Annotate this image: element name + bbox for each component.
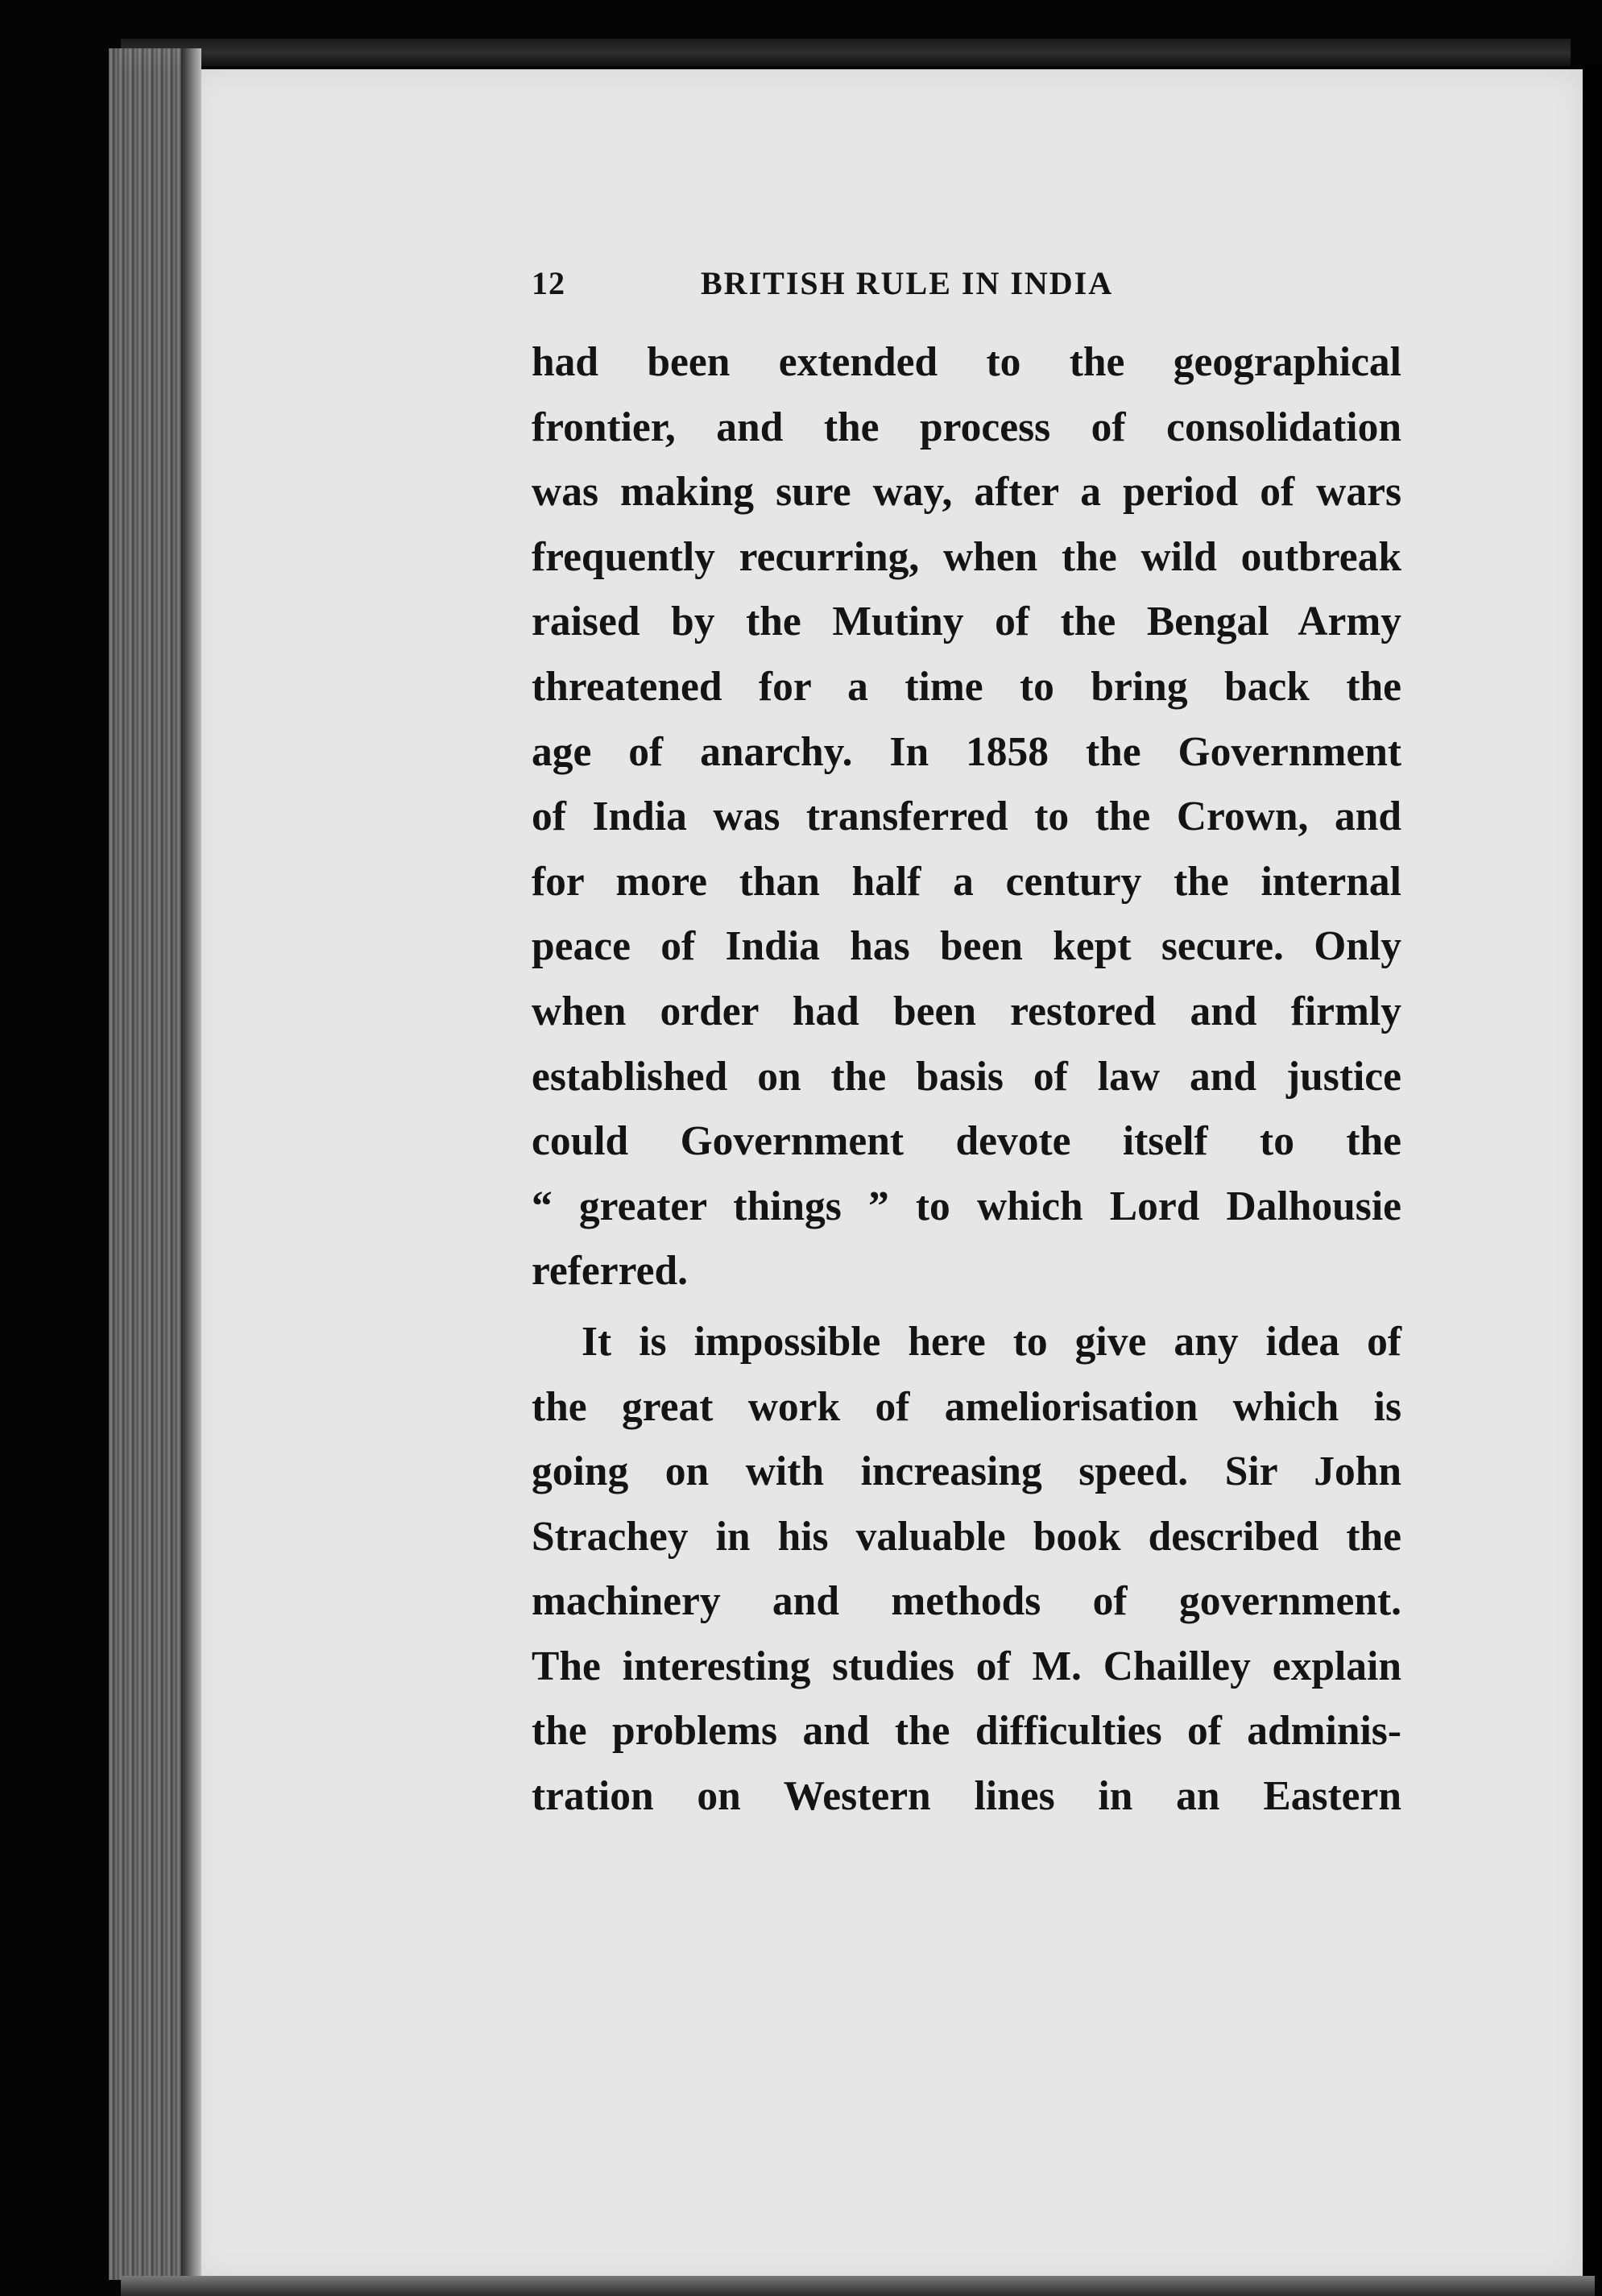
text-line: frequently recurring, when the wild outbreak	[532, 533, 1401, 580]
gutter-shadow	[181, 48, 201, 2280]
text-line: when order had been restored and firmly	[532, 988, 1401, 1034]
text-line: machinery and methods of government.	[532, 1578, 1401, 1625]
text-line: threatened for a time to bring back the	[532, 663, 1401, 710]
page-top-edge	[121, 39, 1571, 66]
text-line: could Government devote itself to the	[532, 1118, 1401, 1165]
text-line: It is impossible here to give any idea of	[582, 1318, 1401, 1365]
running-head: BRITISH RULE IN INDIA	[701, 265, 1114, 301]
text-line: tration on Western lines in an Eastern	[532, 1773, 1401, 1820]
text-line: the problems and the difficulties of adminis-	[532, 1708, 1401, 1755]
body-text	[532, 330, 1401, 1830]
text-line: had been extended to the geographical	[532, 339, 1401, 385]
text-line: The interesting studies of M. Chailley explain	[532, 1643, 1401, 1689]
text-line: was making sure way, after a period of wars	[532, 469, 1401, 516]
text-line: frontier, and the process of consolidation	[532, 404, 1401, 450]
page-right-edge	[1583, 64, 1602, 2280]
text-line: established on the basis of law and justice	[532, 1053, 1401, 1100]
text-line: for more than half a century the internal	[532, 858, 1401, 905]
page-header	[532, 264, 1401, 313]
text-line: raised by the Mutiny of the Bengal Army	[532, 599, 1401, 645]
text-line: of India was transferred to the Crown, and	[532, 794, 1401, 840]
page-number: 12	[532, 265, 565, 301]
text-line: Strachey in his valuable book described the	[532, 1513, 1401, 1560]
text-line: referred.	[532, 1248, 688, 1295]
text-line: going on with increasing speed. Sir John	[532, 1448, 1401, 1495]
text-line: “ greater things ” to which Lord Dalhousie	[532, 1183, 1401, 1229]
text-line: age of anarchy. In 1858 the Government	[532, 728, 1401, 775]
paragraph-2	[532, 1310, 1401, 1830]
text-line: peace of India has been kept secure. Only	[532, 923, 1401, 970]
text-line: the great work of ameliorisation which is	[532, 1383, 1401, 1430]
page-bottom-edge	[121, 2276, 1595, 2296]
paragraph-1	[532, 330, 1401, 1304]
